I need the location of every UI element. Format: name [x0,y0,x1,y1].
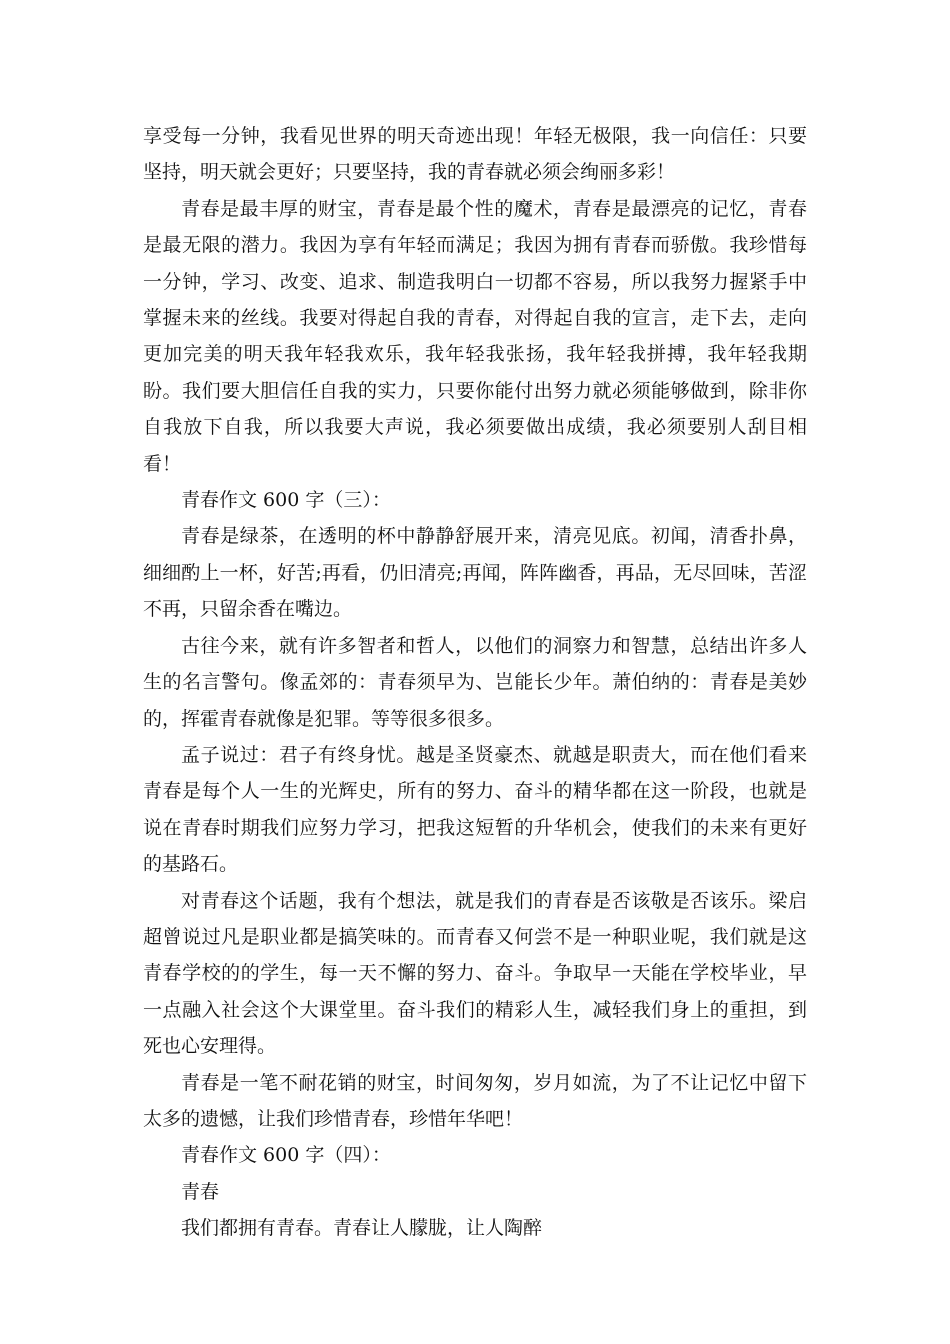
section-heading: 青春作文 600 字（四）： [181,1144,391,1167]
paragraph: 我们都拥有青春。青春让人朦胧，让人陶醉 [181,1217,543,1240]
paragraph-continuation: 享受每一分钟，我看见世界的明天奇迹出现！年轻无极限，我一向信任：只要坚持，明天就会更好；只要坚持，我的青春就必须会绚丽多彩！ [143,125,807,184]
section-heading: 青春作文 600 字（三）： [181,489,391,512]
paragraph: 对青春这个话题，我有个想法，就是我们的青春是否该敬是否该乐。梁启超曾说过凡是职业都是搞笑味的。而青春又何尝不是一种职业呢，我们就是这青春学校的的学生，每一天不懈的努力、奋斗。争取早一天能在学校毕业，早一点融入社会这个大课堂里。奋斗我们的精彩人生，减轻我们身上的重担，到死也心安理得。 [143,889,807,1058]
document-body [143,118,807,1247]
essay-title: 青春 [181,1180,220,1203]
paragraph: 孟子说过：君子有终身忧。越是圣贤豪杰、就越是职责大，而在他们看来青春是每个人一生的光辉史，所有的努力、奋斗的精华都在这一阶段，也就是说在青春时期我们应努力学习，把我这短暂的升华机会，使我们的未来有更好的基路石。 [143,743,807,876]
paragraph: 青春是最丰厚的财宝，青春是最个性的魔术，青春是最漂亮的记忆，青春是最无限的潜力。我因为享有年轻而满足；我因为拥有青春而骄傲。我珍惜每一分钟，学习、改变、追求、制造我明白一切都不容易，所以我努力握紧手中掌握未来的丝线。我要对得起自我的青春，对得起自我的宣言，走下去，走向更加完美的明天我年轻我欢乐，我年轻我张扬，我年轻我拼搏，我年轻我期盼。我们要大胆信任自我的实力，只要你能付出努力就必须能够做到，除非你自我放下自我，所以我要大声说，我必须要做出成绩，我必须要别人刮目相看！ [143,197,807,475]
paragraph: 青春是绿茶，在透明的杯中静静舒展开来，清亮见底。初闻，清香扑鼻，细细酌上一杯，好苦;再看，仍旧清亮;再闻，阵阵幽香，再品，无尽回味，苦涩不再，只留余香在嘴边。 [143,525,807,621]
paragraph: 青春是一笔不耐花销的财宝，时间匆匆，岁月如流，为了不让记忆中留下太多的遗憾，让我们珍惜青春，珍惜年华吧！ [143,1071,807,1130]
paragraph: 古往今来，就有许多智者和哲人，以他们的洞察力和智慧，总结出许多人生的名言警句。像孟郊的：青春须早为、岂能长少年。萧伯纳的：青春是美妙的，挥霍青春就像是犯罪。等等很多很多。 [143,634,807,730]
